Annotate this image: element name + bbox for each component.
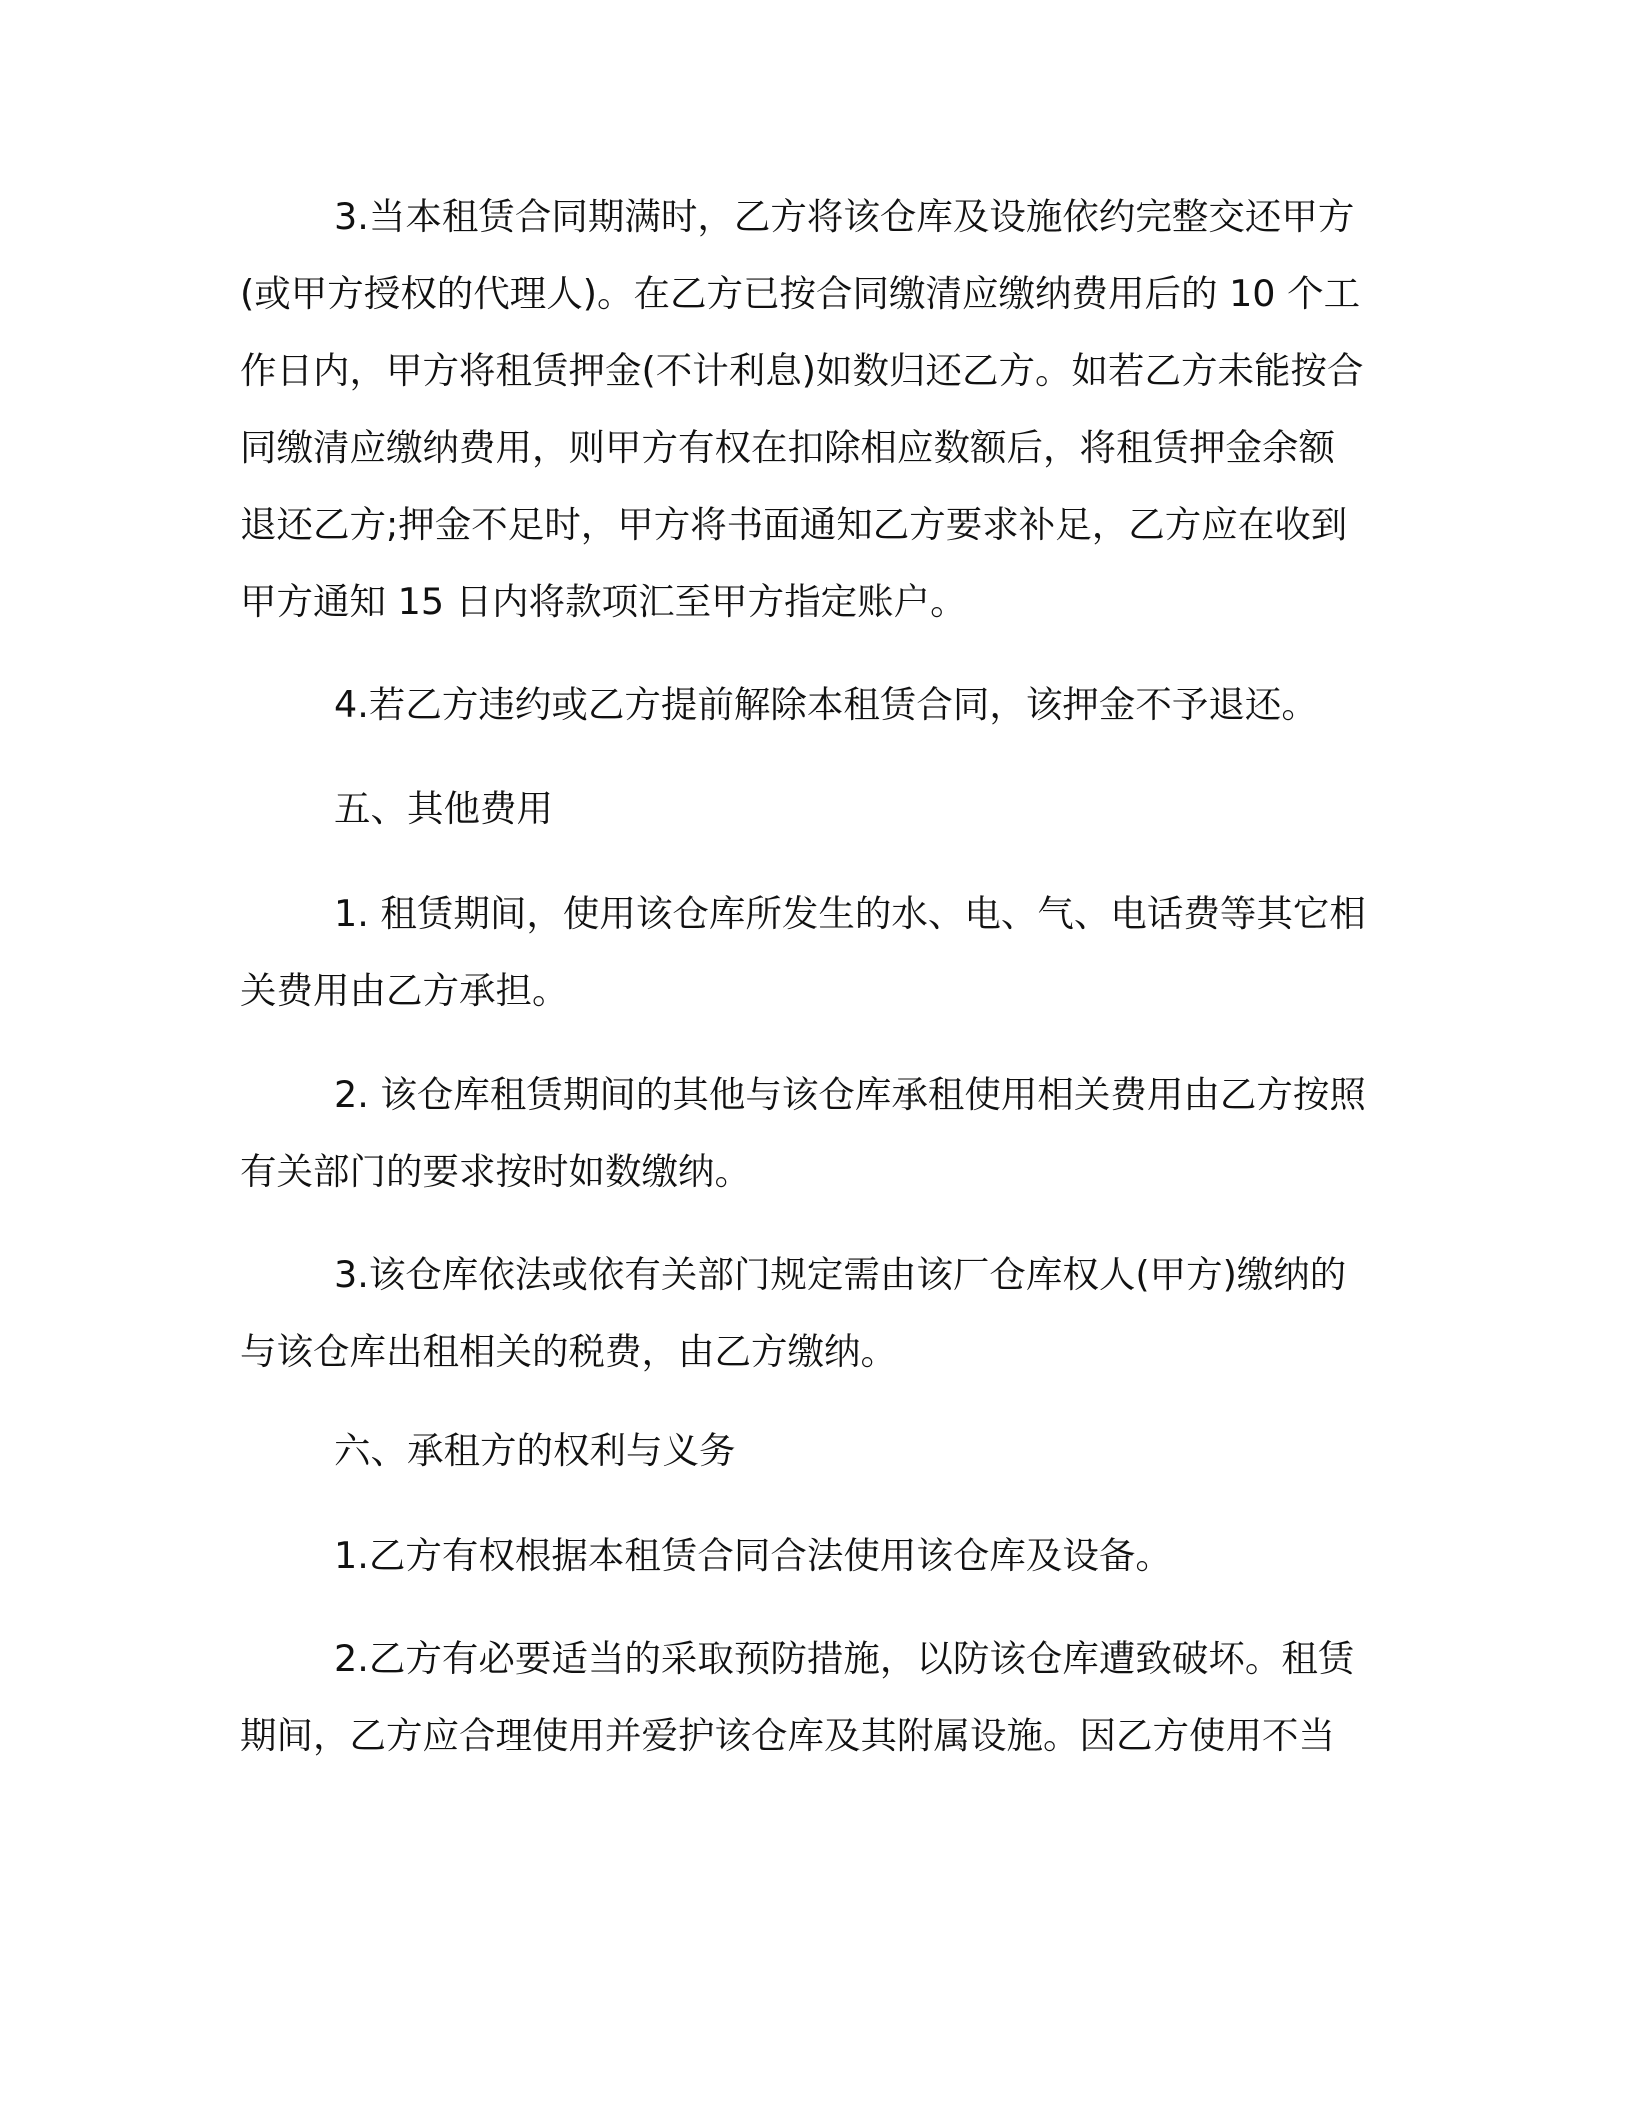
text-line: 甲方通知 15 日内将款项汇至甲方指定账户。 — [240, 580, 967, 623]
section-title: 六、承租方的权利与义务 — [334, 1429, 736, 1472]
paragraph-rights-2 — [240, 1620, 1392, 1774]
text-line: 期间，乙方应合理使用并爱护该仓库及其附属设施。因乙方使用不当 — [240, 1714, 1335, 1757]
text-line: 同缴清应缴纳费用，则甲方有权在扣除相应数额后，将租赁押金余额 — [240, 426, 1335, 469]
section-title: 五、其他费用 — [334, 787, 553, 830]
text-line: 3.该仓库依法或依有关部门规定需由该厂仓库权人(甲方)缴纳的 — [334, 1253, 1347, 1296]
text-line: (或甲方授权的代理人)。在乙方已按合同缴清应缴纳费用后的 10 个工 — [240, 272, 1361, 315]
section-heading-other-fees — [240, 770, 1392, 847]
text-line: 关费用由乙方承担。 — [240, 969, 569, 1012]
text-line: 与该仓库出租相关的税费，由乙方缴纳。 — [240, 1330, 897, 1373]
text-line: 1.乙方有权根据本租赁合同合法使用该仓库及设备。 — [334, 1534, 1172, 1577]
text-line: 2. 该仓库租赁期间的其他与该仓库承租使用相关费用由乙方按照 — [334, 1073, 1366, 1116]
paragraph-deposit-4 — [240, 666, 1392, 743]
paragraph-fees-2 — [240, 1056, 1392, 1210]
text-line: 作日内，甲方将租赁押金(不计利息)如数归还乙方。如若乙方未能按合 — [240, 349, 1364, 392]
text-line: 3.当本租赁合同期满时，乙方将该仓库及设施依约完整交还甲方 — [334, 195, 1355, 238]
paragraph-rights-1 — [240, 1517, 1392, 1594]
paragraph-deposit-3 — [240, 178, 1392, 640]
section-heading-tenant-rights — [240, 1412, 1392, 1489]
text-line: 2.乙方有必要适当的采取预防措施，以防该仓库遭致破坏。租赁 — [334, 1637, 1355, 1680]
text-line: 4.若乙方违约或乙方提前解除本租赁合同，该押金不予退还。 — [334, 683, 1318, 726]
text-line: 退还乙方;押金不足时，甲方将书面通知乙方要求补足，乙方应在收到 — [240, 503, 1348, 546]
text-line: 1. 租赁期间，使用该仓库所发生的水、电、气、电话费等其它相 — [334, 892, 1366, 935]
paragraph-fees-3 — [240, 1236, 1392, 1390]
text-line: 有关部门的要求按时如数缴纳。 — [240, 1150, 751, 1193]
paragraph-fees-1 — [240, 875, 1392, 1029]
